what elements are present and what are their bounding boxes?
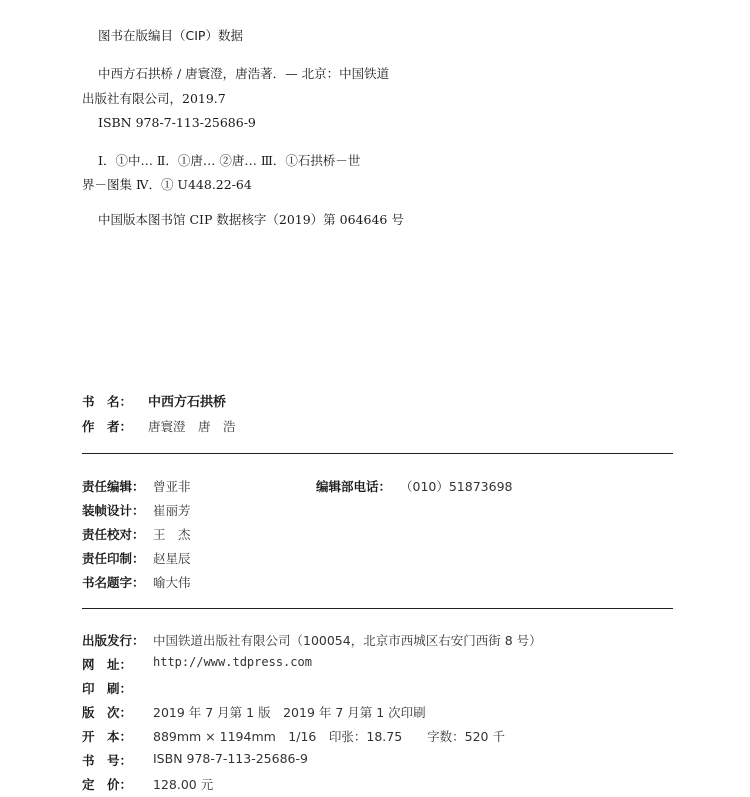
cip-line-4: Ⅰ．①中… Ⅱ．①唐… ②唐… Ⅲ．①石拱桥－世 <box>98 153 361 168</box>
phone-value: （010）51873698 <box>400 479 513 494</box>
format-label: 开 本： <box>82 729 133 744</box>
author-label: 作 者： <box>82 419 133 434</box>
isbn-value: ISBN 978-7-113-25686-9 <box>153 751 308 766</box>
price-value: 128.00 元 <box>153 777 214 792</box>
print-manager-value: 赵星辰 <box>153 551 191 566</box>
publisher-label: 出版发行： <box>82 633 145 648</box>
book-author: 唐寰澄 唐 浩 <box>148 419 236 434</box>
isbn-label: 书 号： <box>82 753 133 768</box>
divider-2 <box>82 608 673 609</box>
book-title: 中西方石拱桥 <box>148 395 227 410</box>
cip-line-6: 中国版本图书馆 CIP 数据核字（2019）第 064646 号 <box>98 212 404 227</box>
cip-line-2: 出版社有限公司，2019.7 <box>82 91 226 106</box>
price-label: 定 价： <box>82 777 133 792</box>
title-label: 书 名： <box>82 394 133 409</box>
cip-heading: 图书在版编目（CIP）数据 <box>98 28 243 43</box>
proof-value: 王 杰 <box>153 527 191 542</box>
format-value: 889mm × 1194mm 1/16 印张：18.75 字数：520 千 <box>153 729 505 744</box>
printer-label: 印 刷： <box>82 681 133 696</box>
cip-line-3: ISBN 978-7-113-25686-9 <box>98 115 256 130</box>
edition-value: 2019 年 7 月第 1 版 2019 年 7 月第 1 次印刷 <box>153 705 426 720</box>
edition-label: 版 次： <box>82 705 133 720</box>
design-label: 装帧设计： <box>82 503 145 518</box>
design-value: 崔丽芳 <box>153 503 191 518</box>
divider-1 <box>82 453 673 454</box>
phone-label: 编辑部电话： <box>316 479 392 494</box>
editor-label: 责任编辑： <box>82 479 145 494</box>
proof-label: 责任校对： <box>82 527 145 542</box>
editor-value: 曾亚非 <box>153 479 191 494</box>
cip-line-1: 中西方石拱桥 / 唐寰澄，唐浩著．— 北京：中国铁道 <box>98 66 390 81</box>
calligraphy-value: 喻大伟 <box>153 575 191 590</box>
cip-line-5: 界－图集 Ⅳ．① U448.22-64 <box>82 177 252 192</box>
publisher-value: 中国铁道出版社有限公司（100054，北京市西城区右安门西街 8 号） <box>153 633 542 648</box>
url-label: 网 址： <box>82 657 133 672</box>
calligraphy-label: 书名题字： <box>82 575 145 590</box>
print-manager-label: 责任印制： <box>82 551 145 566</box>
url-value: http://www.tdpress.com <box>153 655 312 669</box>
